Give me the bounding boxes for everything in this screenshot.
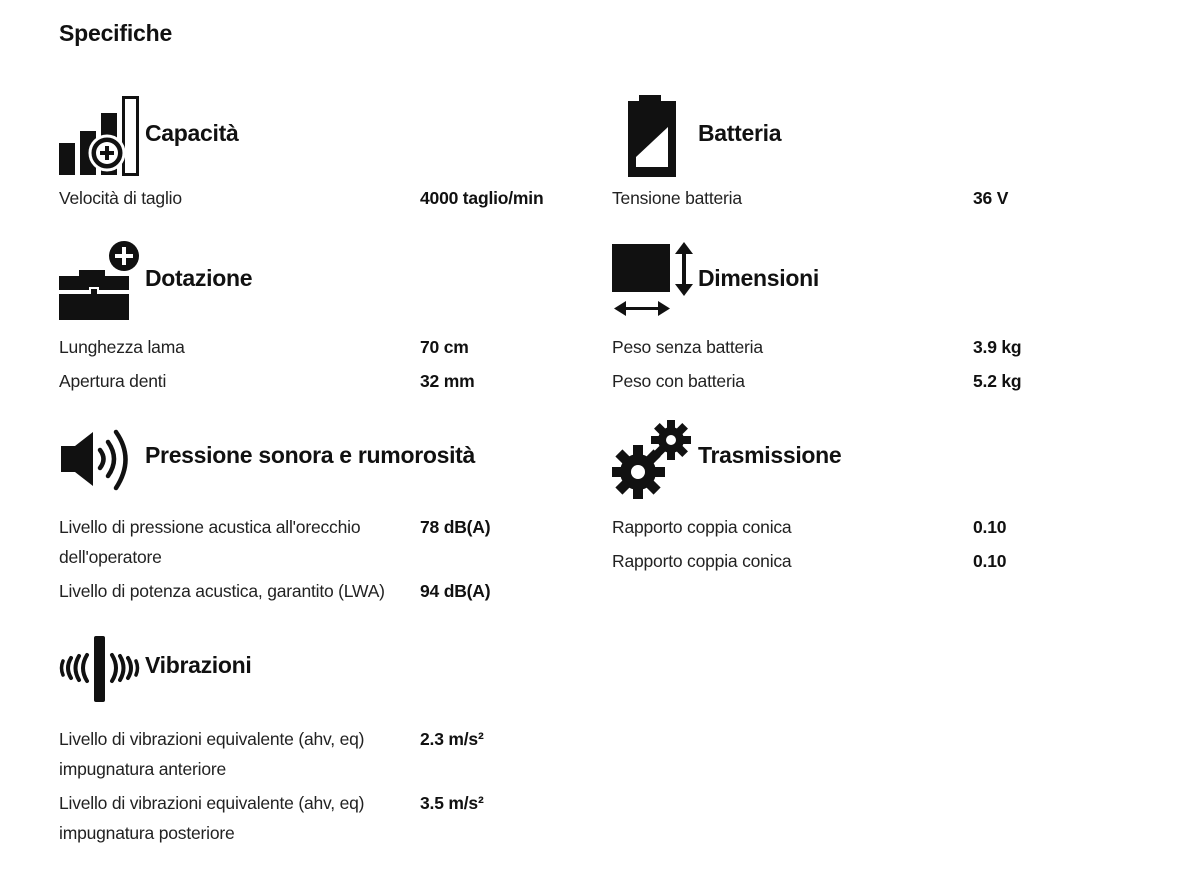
section-header xyxy=(59,628,579,724)
section-header xyxy=(612,95,1132,183)
section-title: Vibrazioni xyxy=(145,652,252,678)
spec-row xyxy=(59,512,579,572)
page-title: Specifiche xyxy=(59,20,173,46)
capacity-bars-plus-icon xyxy=(59,95,143,179)
section-dimensioni xyxy=(612,240,1132,396)
section-header xyxy=(59,95,579,183)
spec-row xyxy=(612,546,1132,576)
section-title: Batteria xyxy=(698,120,782,146)
spec-value: 4000 taglio/min xyxy=(420,188,544,208)
spec-value: 94 dB(A) xyxy=(420,581,491,601)
section-header xyxy=(59,240,579,332)
spec-row xyxy=(612,332,1132,362)
spec-row xyxy=(612,512,1132,542)
spec-value: 36 V xyxy=(973,188,1009,208)
battery-icon xyxy=(612,95,696,179)
toolbox-plus-icon xyxy=(59,240,143,324)
section-pressione xyxy=(59,418,579,606)
spec-label: Rapporto coppia conica xyxy=(612,551,792,571)
spec-label: Livello di potenza acustica, garantito (LWA) xyxy=(59,581,385,601)
spec-row xyxy=(59,366,579,396)
spec-label: Livello di vibrazioni equivalente (ahv, eq) impugnatura posteriore xyxy=(59,793,365,843)
section-title: Dotazione xyxy=(145,265,253,291)
spec-row xyxy=(59,332,579,362)
dimensions-icon xyxy=(612,240,696,324)
section-title: Capacità xyxy=(145,120,239,146)
spec-label: Rapporto coppia conica xyxy=(612,517,792,537)
spec-row xyxy=(612,366,1132,396)
spec-value: 0.10 xyxy=(973,551,1007,571)
spec-row xyxy=(59,724,579,784)
spec-value: 3.9 kg xyxy=(973,337,1022,357)
section-title: Pressione sonora e rumorosità xyxy=(145,442,476,468)
section-title: Trasmissione xyxy=(698,442,842,468)
spec-value: 0.10 xyxy=(973,517,1007,537)
section-header xyxy=(612,418,1132,512)
section-title: Dimensioni xyxy=(698,265,819,291)
spec-value: 5.2 kg xyxy=(973,371,1022,391)
speaker-icon xyxy=(59,418,143,502)
spec-label: Velocità di taglio xyxy=(59,188,182,208)
section-trasmissione xyxy=(612,418,1132,576)
spec-row xyxy=(59,788,579,848)
spec-row xyxy=(59,576,579,606)
spec-label: Apertura denti xyxy=(59,371,167,391)
spec-row xyxy=(59,183,579,213)
section-header xyxy=(612,240,1132,332)
spec-label: Peso senza batteria xyxy=(612,337,763,357)
spec-value: 32 mm xyxy=(420,371,475,391)
section-vibrazioni xyxy=(59,628,579,848)
section-capacita xyxy=(59,95,579,213)
section-dotazione xyxy=(59,240,579,396)
section-header xyxy=(59,418,579,512)
spec-label: Peso con batteria xyxy=(612,371,745,391)
spec-label: Lunghezza lama xyxy=(59,337,185,357)
vibration-icon xyxy=(59,628,143,712)
spec-label: Tensione batteria xyxy=(612,188,742,208)
spec-value: 78 dB(A) xyxy=(420,517,491,537)
spec-value: 3.5 m/s² xyxy=(420,793,484,813)
spec-label: Livello di vibrazioni equivalente (ahv, eq) impugnatura anteriore xyxy=(59,729,365,779)
spec-label: Livello di pressione acustica all'orecchio dell'operatore xyxy=(59,517,361,567)
spec-row xyxy=(612,183,1132,213)
spec-value: 70 cm xyxy=(420,337,469,357)
gears-icon xyxy=(612,418,696,502)
spec-value: 2.3 m/s² xyxy=(420,729,484,749)
section-batteria xyxy=(612,95,1132,213)
